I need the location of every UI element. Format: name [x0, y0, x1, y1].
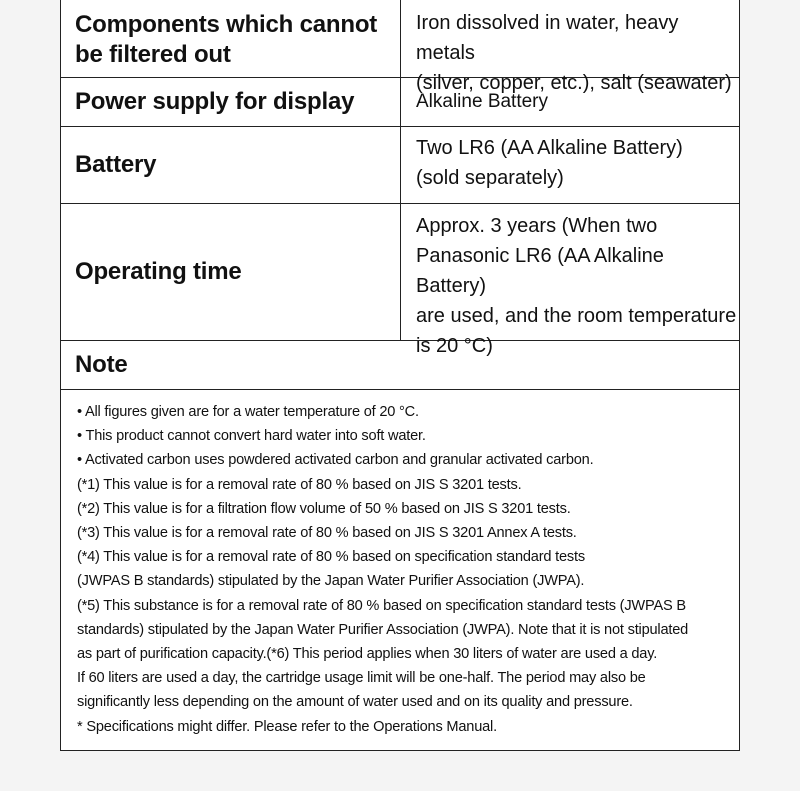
note-heading: Note	[75, 351, 128, 378]
note-line: (*4) This value is for a removal rate of 80 % based on specification standard tests	[77, 549, 585, 566]
note-line: * Specifications might differ. Please refer to the Operations Manual.	[77, 718, 497, 735]
note-line: • This product cannot convert hard water into soft water.	[77, 428, 426, 445]
note-line: If 60 liters are used a day, the cartridge usage limit will be one-half. The period may also be	[77, 670, 646, 687]
note-line: as part of purification capacity.(*6) This period applies when 30 liters of water are used a day.	[77, 646, 658, 663]
spec-label: Components which cannot be filtered out	[61, 0, 401, 77]
note-line: (*1) This value is for a removal rate of 80 % based on JIS S 3201 tests.	[77, 476, 522, 493]
spec-table	[60, 0, 740, 751]
note-line: (*2) This value is for a filtration flow volume of 50 % based on JIS S 3201 tests.	[77, 500, 571, 517]
spec-value: Approx. 3 years (When two Panasonic LR6 (AA Alkaline Battery) are used, and the room temperature is 20 °C)	[416, 215, 737, 357]
note-line: (*5) This substance is for a removal rate of 80 % based on specification standard tests (JWPAS B	[77, 597, 686, 614]
spec-label: Operating time	[61, 204, 401, 340]
spec-row-filtered-components	[61, 0, 740, 94]
spec-row-battery	[61, 127, 740, 204]
note-line: significantly less depending on the amount of water used and on its quality and pressure.	[77, 694, 633, 711]
spec-label: Power supply for display	[61, 78, 401, 126]
note-line: standards) stipulated by the Japan Water Purifier Association (JWPA). Note that it is not stipulated	[77, 621, 689, 638]
note-line: (*3) This value is for a removal rate of 80 % based on JIS S 3201 Annex A tests.	[77, 525, 577, 542]
spec-label: Battery	[61, 127, 401, 203]
spec-value: Alkaline Battery	[416, 91, 549, 112]
note-line: (JWPAS B standards) stipulated by the Japan Water Purifier Association (JWPA).	[77, 573, 585, 590]
spec-row-power-supply	[61, 78, 740, 127]
note-line: • All figures given are for a water temperature of 20 °C.	[77, 404, 419, 420]
spec-value: Iron dissolved in water, heavy metals (silver, copper, etc.), salt (seawater)	[416, 12, 732, 94]
spec-value: Two LR6 (AA Alkaline Battery) (sold separately)	[416, 137, 683, 189]
spec-row-operating-time	[61, 204, 740, 357]
notes-block	[61, 390, 739, 750]
note-heading-row	[61, 341, 740, 390]
note-line: • Activated carbon uses powdered activated carbon and granular activated carbon.	[77, 452, 594, 469]
